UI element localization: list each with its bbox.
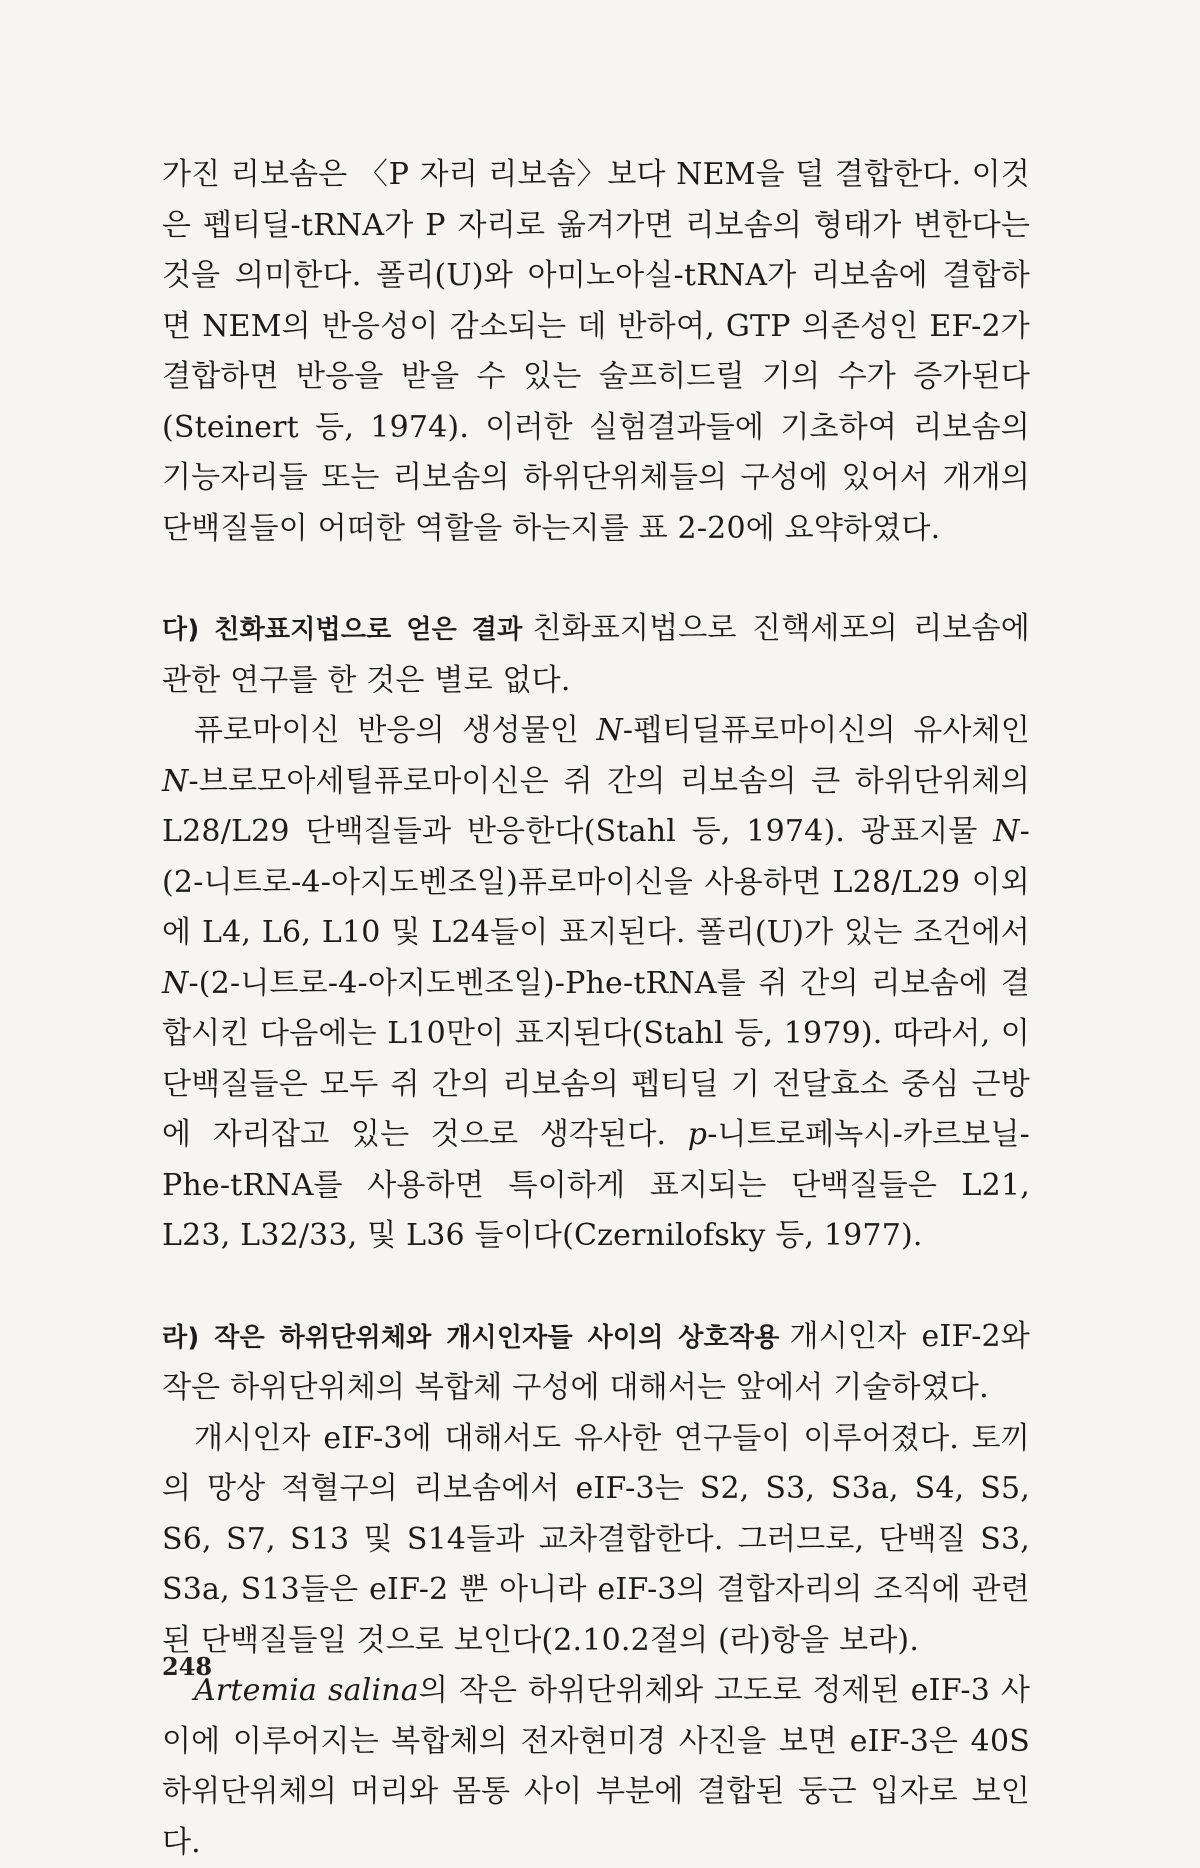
italic-run: N xyxy=(993,814,1020,849)
italic-run: N xyxy=(162,763,189,799)
text-run: 퓨로마이신 반응의 생성물인 xyxy=(194,713,597,748)
paragraph-continuation: 가진 리보솜은 〈P 자리 리보솜〉보다 NEM을 덜 결합한다. 이것은 펩티딜-tRNA가 P 자리로 옮겨가면 리보솜의 형태가 변한다는 것을 의미한다. 폴리(U)와 아미노아실-tRNA가 리보솜에 결합하면 NEM의 반응성이 감소되는 데 반하여, GTP 의존성인 EF-2가 결합하면 반응을 받을 수 있는 술프히드릴 기의 수가 증가된다(Steinert 등, 1974). 이러한 실험결과들에 기초하여 리보솜의 기능자리들 또는 리보솜의 하위단위체들의 구성에 있어서 개개의 단백질들이 어떠한 역할을 하는지를 표 2-20에 요약하였다. xyxy=(162,157,1030,546)
page-number: 248 xyxy=(162,1652,213,1681)
section-da xyxy=(162,604,1030,706)
text-run: -브로모아세틸퓨로마이신은 쥐 간의 리보솜의 큰 하위단위체의 L28/L29 단백질들과 반응한다(Stahl 등, 1974). 광표지물 xyxy=(162,763,1030,849)
italic-run: N xyxy=(162,965,189,1001)
section-heading-initiation-factors: 라) 작은 하위단위체와 개시인자들 사이의 상호작용 xyxy=(162,1322,780,1353)
text-run: -(2-니트로-4-아지도벤조일)퓨로마이신을 사용하면 L28/L29 이외에 L4, L6, L10 및 L24들이 표지된다. 폴리(U)가 있는 조건에서 xyxy=(162,814,1030,950)
italic-run: Artemia salina xyxy=(194,1673,419,1708)
italic-run: N xyxy=(596,713,623,748)
section-ra-intro: 개시인자 eIF-2와 작은 하위단위체의 복합체 구성에 대해서는 앞에서 기술하였다. xyxy=(162,1318,1030,1405)
italic-run: p xyxy=(687,1117,708,1152)
section-heading-affinity-labeling: 다) 친화표지법으로 얻은 결과 xyxy=(162,615,523,645)
page-body xyxy=(162,150,1030,1868)
paragraph-puromycin xyxy=(162,706,1030,1262)
text-run: -펩티딜퓨로마이신의 유사체인 xyxy=(622,713,1030,748)
text-run: -니트로페녹시-카르보닐-Phe-tRNA를 사용하면 특이하게 표지되는 단백질들은 L21, L23, L32/33, 및 L36 들이다(Czernilofsky 등, 1977). xyxy=(162,1117,1030,1253)
text-run: 의 작은 하위단위체와 고도로 정제된 eIF-3 사이에 이루어지는 복합체의 전자현미경 사진을 보면 eIF-3은 40S 하위단위체의 머리와 몸통 사이 부분에 결합된 둥근 입자로 보인다. xyxy=(162,1673,1031,1860)
paragraph-eif3: 개시인자 eIF-3에 대해서도 유사한 연구들이 이루어졌다. 토끼의 망상 적혈구의 리보솜에서 eIF-3는 S2, S3, S3a, S4, S5, S6, S7, S13 및 S14들과 교차결합한다. 그러므로, 단백질 S3, S3a, S13들은 eIF-2 뿐 아니라 eIF-3의 결합자리의 조직에 관련된 단백질들일 것으로 보인다(2.10.2절의 (라)항을 보라). xyxy=(162,1420,1030,1658)
paragraph-artemia xyxy=(162,1666,1030,1868)
text-run: -(2-니트로-4-아지도벤조일)-Phe-tRNA를 쥐 간의 리보솜에 결합시킨 다음에는 L10만이 표지된다(Stahl 등, 1979). 따라서, 이 단백질들은 모두 쥐 간의 리보솜의 펩티딜 기 전달효소 중심 근방에 자리잡고 있는 것으로 생각된다. xyxy=(162,965,1030,1152)
section-ra xyxy=(162,1312,1030,1414)
section-da-intro: 친화표지법으로 진핵세포의 리보솜에 관한 연구를 한 것은 별로 없다. xyxy=(162,611,1030,698)
